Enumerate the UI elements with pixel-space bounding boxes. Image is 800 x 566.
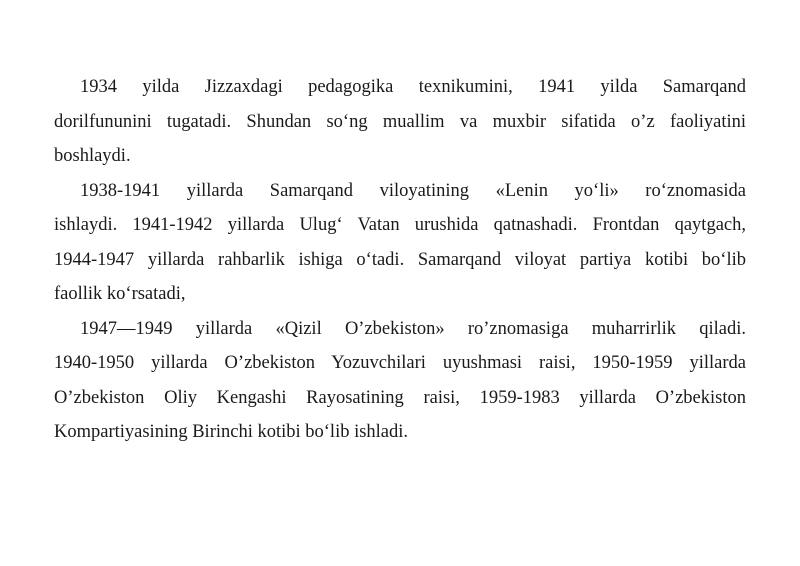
text-line: dorilfununini tugatadi. Shundan so‘ng muallim va muxbir sifatida o’z faoliyatini	[54, 111, 746, 132]
paragraph-3	[54, 312, 746, 450]
text-line: 1940-1950 yillarda O’zbekiston Yozuvchilari uyushmasi raisi, 1950-1959 yillarda	[54, 353, 746, 373]
text-line: ishlaydi. 1941-1942 yillarda Ulug‘ Vatan urushida qatnashadi. Frontdan qaytgach,	[54, 215, 746, 235]
text-line: faollik ko‘rsatadi,	[54, 284, 186, 304]
document-body	[54, 70, 746, 450]
text-line: 1944-1947 yillarda rahbarlik ishiga o‘tadi. Samarqand viloyat partiya kotibi bo‘lib	[54, 249, 746, 270]
text-line: O’zbekiston Oliy Kengashi Rayosatining raisi, 1959-1983 yillarda O’zbekiston	[54, 387, 746, 408]
text-line: Kompartiyasining Birinchi kotibi bo‘lib ishladi.	[54, 422, 409, 442]
text-line: 1938-1941 yillarda Samarqand viloyatining «Lenin yo‘li» ro‘znomasida	[80, 180, 746, 201]
text-line: 1947—1949 yillarda «Qizil O’zbekiston» ro’znomasiga muharrirlik qiladi.	[80, 318, 746, 339]
paragraph-2	[54, 174, 746, 312]
text-line: boshlaydi.	[54, 146, 131, 166]
text-line: 1934 yilda Jizzaxdagi pedagogika texnikumini, 1941 yilda Samarqand	[80, 77, 746, 97]
paragraph-1	[54, 70, 746, 174]
